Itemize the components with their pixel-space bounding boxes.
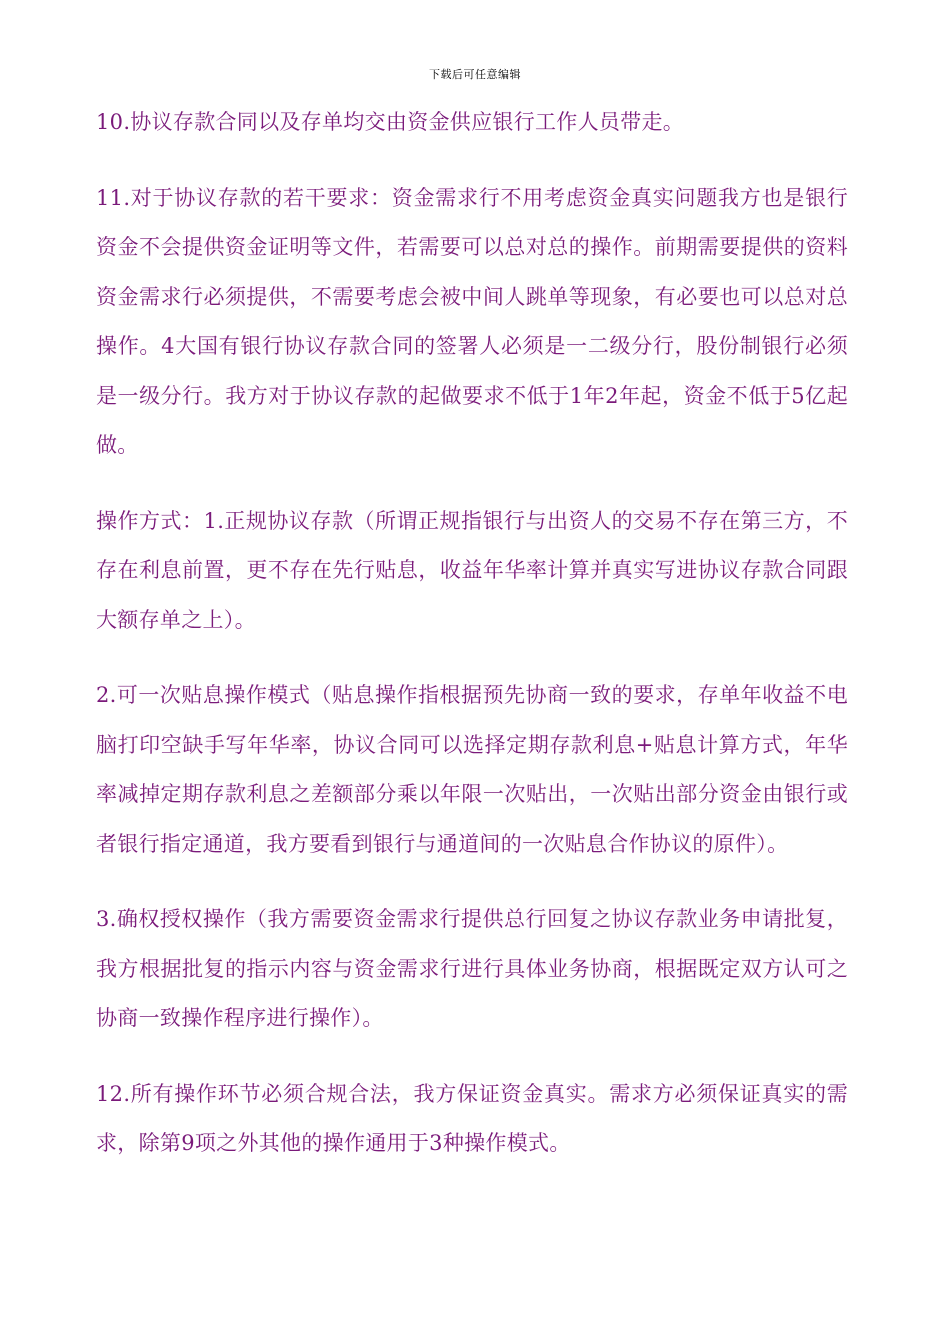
page-header: 下载后可任意编辑 <box>429 68 521 81</box>
document-body <box>96 98 848 1169</box>
paragraph-item-12: 12.所有操作环节必须合规合法，我方保证资金真实。需求方必须保证真实的需求，除第9项之外其他的操作通用于3种操作模式。 <box>96 1081 848 1155</box>
paragraph-operation-mode-1: 操作方式：1.正规协议存款（所谓正规指银行与出资人的交易不存在第三方，不存在利息前置，更不存在先行贴息，收益年华率计算并真实写进协议存款合同跟大额存单之上）。 <box>96 508 848 632</box>
paragraph-item-11: 11.对于协议存款的若干要求：资金需求行不用考虑资金真实问题我方也是银行资金不会提供资金证明等文件，若需要可以总对总的操作。前期需要提供的资料资金需求行必须提供，不需要考虑会被中间人跳单等现象，有必要也可以总对总操作。4大国有银行协议存款合同的签署人必须是一二级分行，股份制银行必须是一级分行。我方对于协议存款的起做要求不低于1年2年起，资金不低于5亿起做。 <box>96 185 848 457</box>
paragraph-operation-mode-3: 3.确权授权操作（我方需要资金需求行提供总行回复之协议存款业务申请批复，我方根据批复的指示内容与资金需求行进行具体业务协商，根据既定双方认可之协商一致操作程序进行操作）。 <box>96 907 848 1030</box>
paragraph-item-10: 10.协议存款合同以及存单均交由资金供应银行工作人员带走。 <box>96 110 685 134</box>
paragraph-operation-mode-2: 2.可一次贴息操作模式（贴息操作指根据预先协商一致的要求，存单年收益不电脑打印空缺手写年华率，协议合同可以选择定期存款利息+贴息计算方式，年华率减掉定期存款利息之差额部分乘以年限一次贴出，一次贴出部分资金由银行或者银行指定通道，我方要看到银行与通道间的一次贴息合作协议的原件）。 <box>96 683 848 856</box>
